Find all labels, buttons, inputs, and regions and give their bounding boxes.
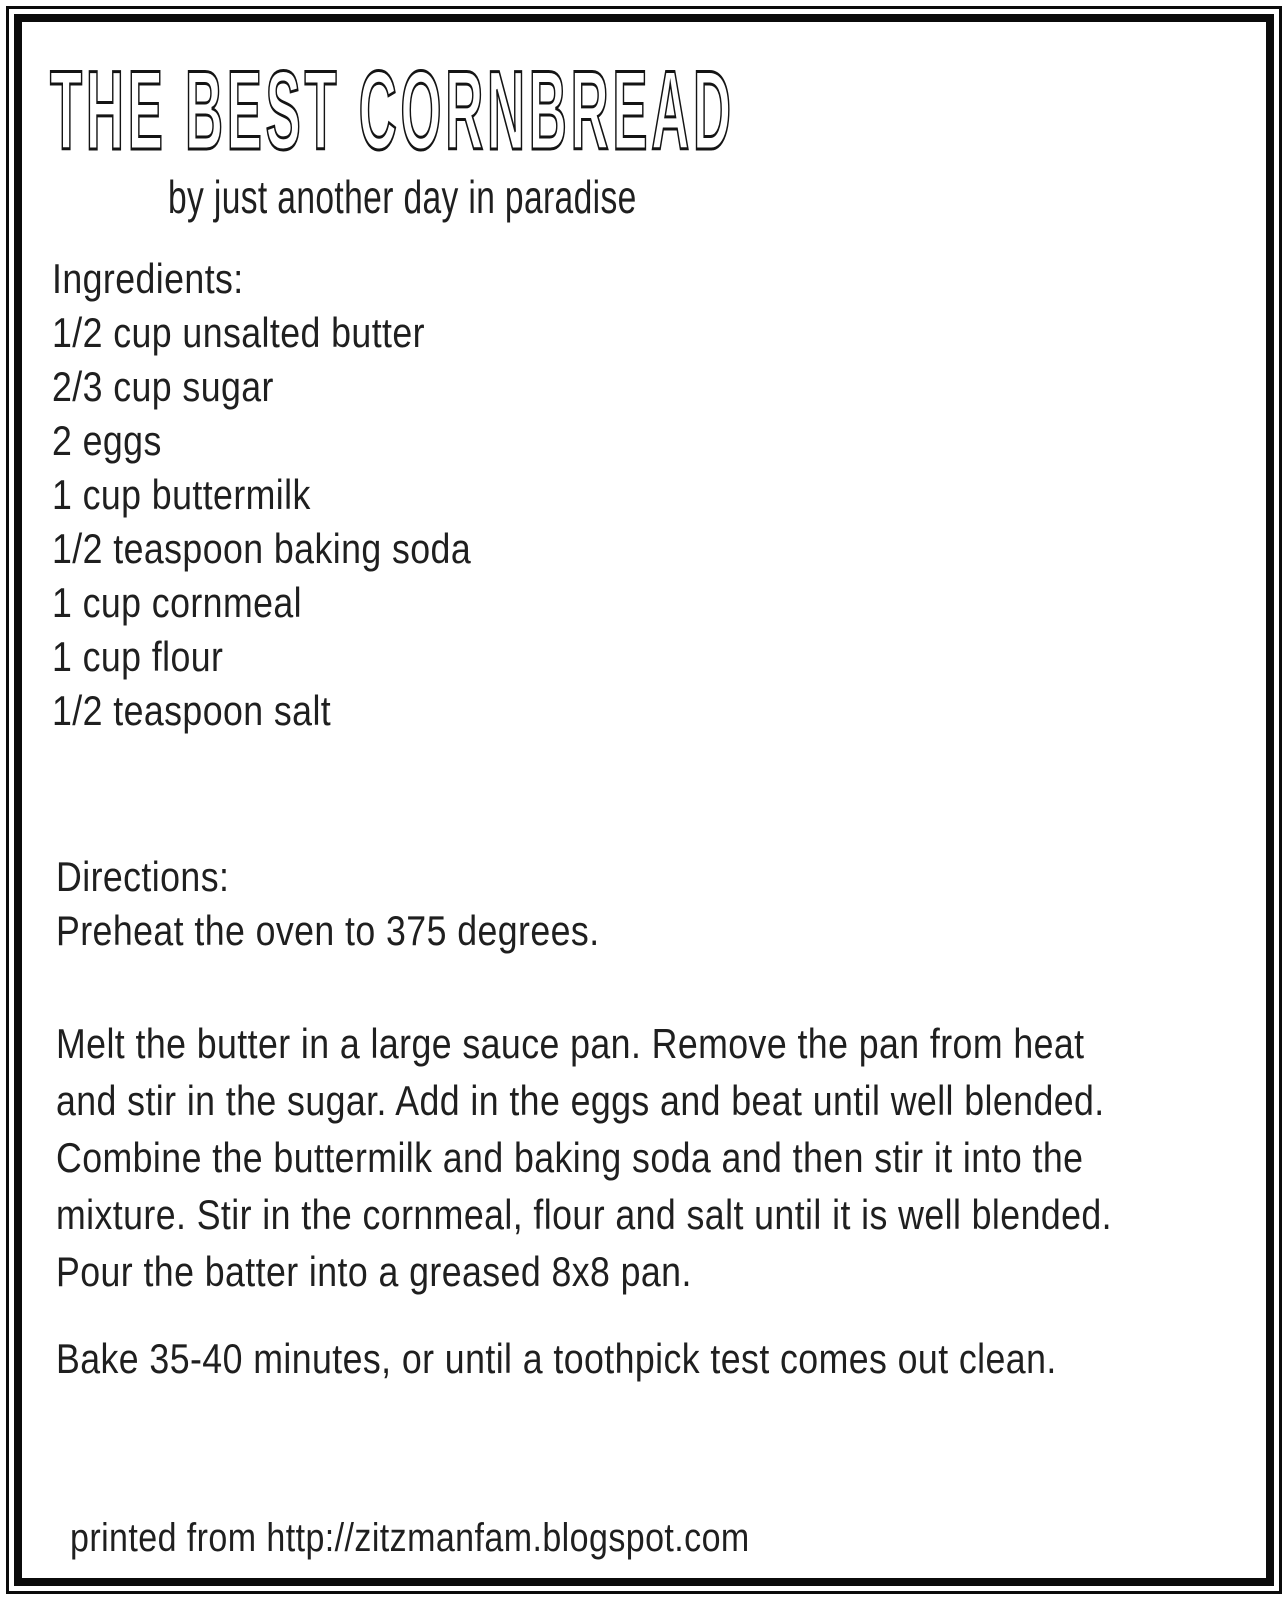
directions-heading: Directions: <box>56 853 230 900</box>
bake-line: Bake 35-40 minutes, or until a toothpick test comes out clean. <box>56 1335 1057 1382</box>
directions-line: mixture. Stir in the cornmeal, flour and salt until it is well blended. <box>56 1191 1113 1238</box>
recipe-byline: by just another day in paradise <box>168 171 637 223</box>
directions-line: Combine the buttermilk and baking soda and then stir it into the <box>56 1134 1084 1181</box>
recipe-content <box>22 22 1266 1578</box>
directions-line: Melt the butter in a large sauce pan. Remove the pan from heat <box>56 1020 1085 1067</box>
ingredient-item: 1 cup buttermilk <box>52 471 311 518</box>
directions-line: Pour the batter into a greased 8x8 pan. <box>56 1248 692 1295</box>
ingredient-item: 1/2 teaspoon salt <box>52 687 332 734</box>
directions-paragraph <box>56 1015 1242 1300</box>
bake-instruction <box>56 1330 1242 1387</box>
ingredients-section <box>52 252 1242 738</box>
ingredient-item: 1 cup cornmeal <box>52 579 303 626</box>
ingredient-item: 2 eggs <box>52 417 162 464</box>
ingredients-heading: Ingredients: <box>52 255 244 302</box>
preheat-line: Preheat the oven to 375 degrees. <box>56 907 600 954</box>
directions-line: and stir in the sugar. Add in the eggs and beat until well blended. <box>56 1077 1105 1124</box>
recipe-title: THE BEST CORNBREAD <box>50 48 735 173</box>
printed-from-footer: printed from http://zitzmanfam.blogspot.com <box>70 1516 750 1560</box>
ingredient-item: 1/2 teaspoon baking soda <box>52 525 472 572</box>
ingredient-item: 1 cup flour <box>52 633 224 680</box>
title-row <box>50 48 1242 173</box>
ingredient-item: 2/3 cup sugar <box>52 363 274 410</box>
directions-section <box>56 850 1242 958</box>
ingredient-item: 1/2 cup unsalted butter <box>52 309 425 356</box>
